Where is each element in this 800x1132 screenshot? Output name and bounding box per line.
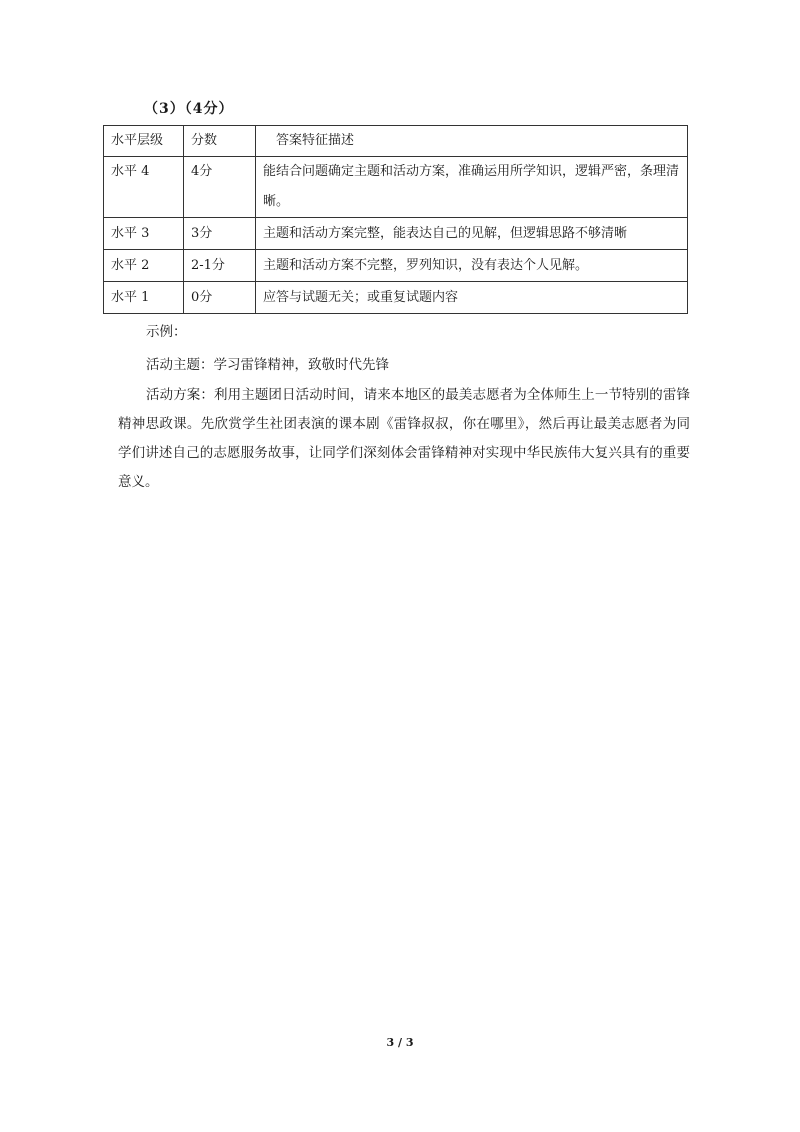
row-score: 2-1分 [184,250,256,282]
row-score: 0分 [184,282,256,314]
row-description: 主题和活动方案不完整，罗列知识，没有表达个人见解。 [256,250,688,282]
scoring-rubric-table [103,125,688,314]
row-description: 应答与试题无关；或重复试题内容 [256,282,688,314]
table-header-row [104,126,688,157]
table-row [104,250,688,282]
table-row [104,218,688,250]
row-score: 3分 [184,218,256,250]
row-score: 4分 [184,157,256,218]
row-description: 主题和活动方案完整，能表达自己的见解，但逻辑思路不够清晰 [256,218,688,250]
question-heading: （3）（4分） [144,101,234,117]
table-row [104,157,688,218]
row-level: 水平 1 [104,282,184,314]
activity-theme: 活动主题：学习雷锋精神，致敬时代先锋 [146,357,389,373]
header-score: 分数 [184,126,256,157]
row-level: 水平 4 [104,157,184,218]
row-level: 水平 3 [104,218,184,250]
row-description: 能结合问题确定主题和活动方案，准确运用所学知识，逻辑严密，条理清晰。 [256,157,688,218]
header-level: 水平层级 [104,126,184,157]
row-level: 水平 2 [104,250,184,282]
activity-plan: 活动方案：利用主题团日活动时间，请来本地区的最美志愿者为全体师生上一节特别的雷锋精神思政课。先欣赏学生社团表演的课本剧《雷锋叔叔，你在哪里》，然后再让最美志愿者为同学们讲述自己的志愿服务故事，让同学们深刻体会雷锋精神对实现中华民族伟大复兴具有的重要意义。 [118,387,690,490]
header-description: 答案特征描述 [256,126,688,157]
example-label: 示例： [146,324,187,340]
page-number: 3 / 3 [386,1036,414,1049]
table-row [104,282,688,314]
